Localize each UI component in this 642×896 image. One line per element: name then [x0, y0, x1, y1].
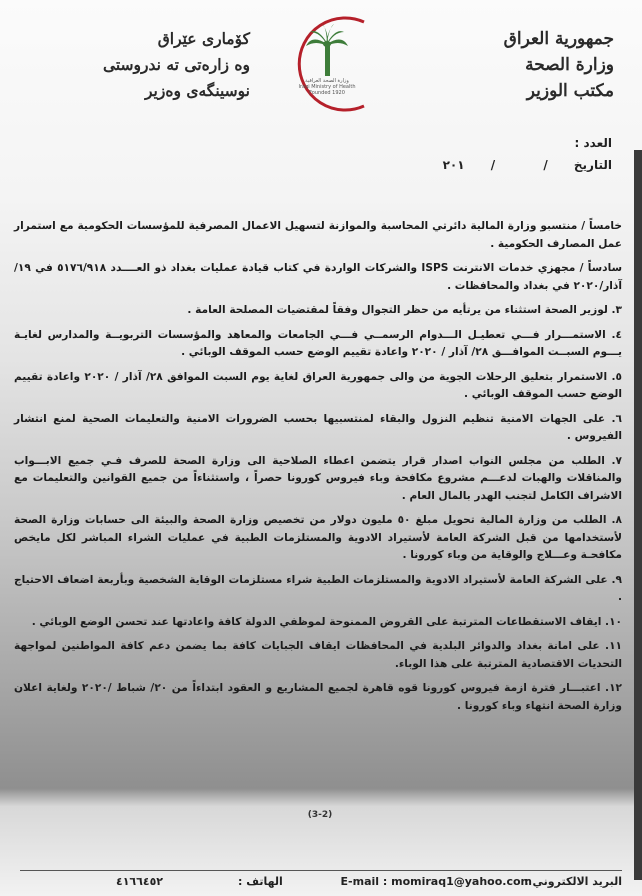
date-separator-2: /	[490, 158, 496, 172]
paragraph: ٤. الاستمـــرار فـــي تعطيـل الـــدوام الرسمــي فـــي الجامعات والمعاهد والمؤسسات التربويــة والمدارس لغايـة يـــوم السبــت الموافـــق ٢٨/ آذار / ٢٠٢٠ واعادة تقييم الوضع حسب الموقف الوبائي .	[14, 328, 622, 358]
paragraph: خامساً / منتسبو وزارة المالية دائرتي المحاسبة والموازنة لتسهيل الاعمال المصرفية للمؤسسات الحكومية مع استمرار عمل المصارف الحكومية .	[14, 220, 622, 250]
date-label: التاريخ	[573, 158, 612, 172]
document-number	[312, 136, 612, 150]
paragraph: ٥. الاستمرار بتعليق الرحلات الجوية من والى جمهورية العراق لغاية يوم السبت الموافق ٢٨/ آذار / ٢٠٢٠ واعادة تقييم الوضع حسب الموقف الوبائي .	[14, 370, 622, 400]
palm-trunk	[325, 46, 330, 76]
date-separator-1: /	[543, 158, 548, 172]
footer-divider	[20, 870, 622, 871]
footer	[20, 875, 622, 893]
header-arabic-line-3: مكتب الوزير	[526, 81, 614, 101]
phone-number: ٤١٦٦٤٥٢	[116, 875, 163, 888]
phone-label: الهاتف :	[238, 875, 283, 888]
paragraph: ٩. على الشركة العامة لأستيراد الادوية والمستلزمات الطبية شراء مستلزمات الوقاية الشخصية وبأربعة اضعاف الاحتياج .	[14, 573, 622, 603]
logo-caption-line-2: Iraqi Ministry of Health	[298, 84, 356, 90]
palm-icon	[306, 24, 348, 47]
header-arabic-line-2: وزارة الصحة	[525, 55, 614, 75]
paragraph: ٦. على الجهات الامنية تنظيم النزول والبقاء لمنتسبيها بحسب الضرورات الامنية والتعليمات الصحية لمنع انتشار الفيروس .	[14, 412, 622, 442]
logo-caption-line-3: Founded 1920	[309, 90, 345, 96]
paragraph: سادساً / مجهزي خدمات الانترنت ISPS والشركات الواردة في كتاب قيادة عمليات بغداد ذو العــــدد ٥١٧٦/٩١٨ في ١٩/آذار/٢٠٢٠ في بغداد والمحافظات .	[14, 262, 622, 292]
logo-caption	[292, 78, 362, 96]
logo-arc	[299, 18, 364, 110]
paragraph: ٣. لوزير الصحة استثناء من يرتأيه من حظر التجوال وفقاً لمقتضيات المصلحة العامة .	[187, 304, 622, 316]
page-number: (3-2)	[307, 810, 333, 820]
document-body	[14, 218, 622, 722]
date-year: ٢٠١	[442, 158, 465, 172]
scan-edge-strip	[634, 150, 642, 880]
email-label: البريد الالكتروني :	[524, 875, 622, 888]
header-kurdish-line-3: نوسینگەی وەزیر	[144, 81, 250, 100]
header-kurdish-line-1: كۆماری عێراق	[157, 29, 250, 48]
paragraph: ٧. الطلب من مجلس النواب اصدار قرار يتضمن اعطاء الصلاحية الى وزارة الصحة للصرف فـي جميع الابـــواب والمناقلات والهبات لدعـــم مشروع مكافحة وباء فيروس كورونا حصراً ، واستثناءاً من جميع القوانين والتعليمات مع الاشراف الكامل لتجنب الهدر بالمال العام .	[14, 454, 622, 502]
number-label: العدد :	[574, 136, 612, 150]
header-arabic-line-1: جمهورية العراق	[503, 29, 614, 49]
header-arabic	[424, 26, 614, 104]
paragraph: ١٢. اعتبـــار فترة ازمة فيروس كورونا قوه قاهرة لجميع المشاريع و العقود ابتداءاً من ٢٠/ شباط /٢٠٢٠ ولغاية اعلان وزارة الصحة انتهاء وباء كورونا .	[14, 682, 622, 712]
ministry-logo	[268, 16, 388, 112]
paragraph: ٨. الطلب من وزارة المالية تحويل مبلغ ٥٠ مليون دولار من تخصيص وزارة الصحة والبيئة الى حسابات وزارة الصحة لأستخدامها من قبل الشركة العامة لأستيراد الادوية والمستلزمات الطبية في عمليات الشراء المباشر لكل مايخص مكافحـة وعـــلاج والوقاية من وباء كورونا .	[14, 514, 622, 561]
email-address: E-mail : momiraq1@yahoo.com	[340, 875, 532, 888]
document-date	[312, 158, 612, 172]
logo-caption-line-1: وزارة الصحة العراقية	[305, 78, 349, 84]
header-kurdish	[30, 26, 250, 104]
paragraph: ١٠. ايقاف الاستقطاعات المترتبة على القروض الممنوحة لموظفي الدولة كافة واعادتها عند تحسن الوضع الوبائي .	[31, 615, 622, 628]
paragraph: ١١. على امانة بغداد والدوائر البلدية في المحافظات ايقاف الجبايات كافة بما يضمن دعم كافة المواطنين لمواجهة التحديات الاقتصادية المترتبة على هذا الوباء.	[14, 640, 622, 670]
header-kurdish-line-2: وه زارەتی تە ندروستی	[102, 55, 250, 74]
